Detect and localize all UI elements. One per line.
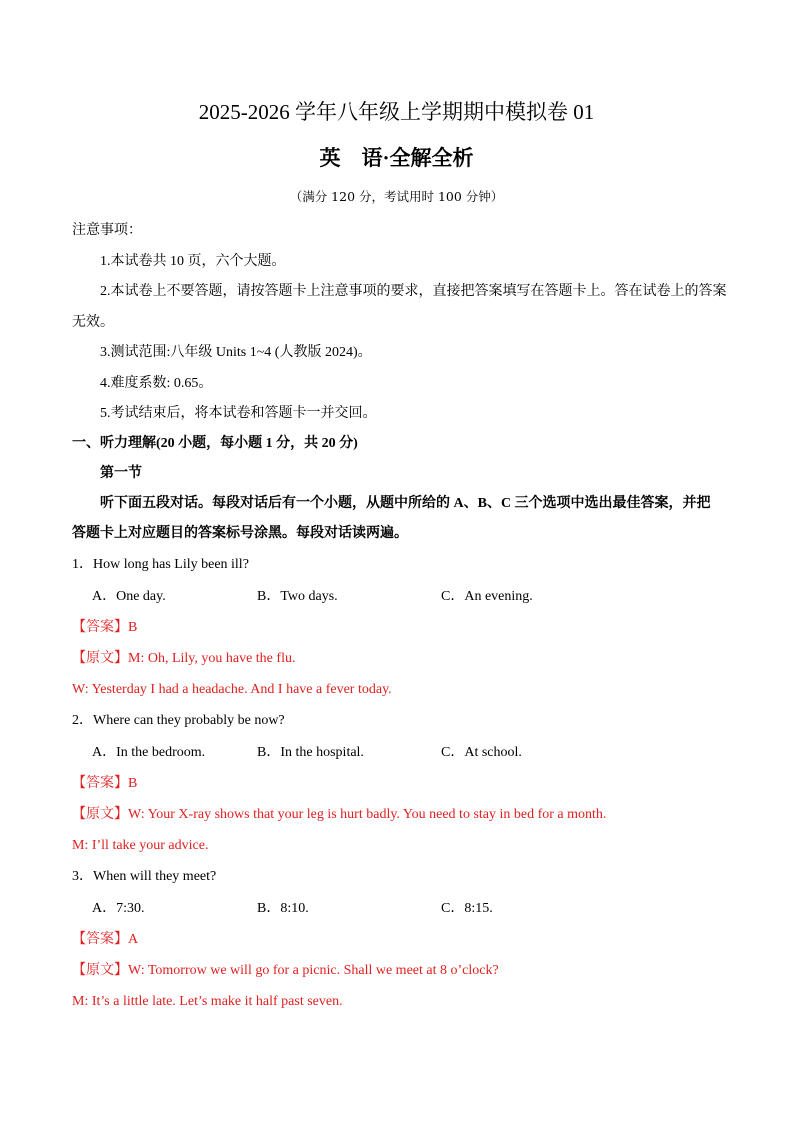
notice-heading: 注意事项： (72, 223, 142, 238)
transcript-line: 【原文】W: Your X-ray shows that your leg is hurt badly. You need to stay in bed for a month. (72, 807, 607, 822)
exam-info: （满分 120 分，考试用时 100 分钟） (289, 189, 504, 204)
option-c: C．An evening. (441, 589, 533, 604)
notice-item: 2.本试卷上不要答题，请按答题卡上注意事项的要求，直接把答案填写在答题卡上。答在试卷上的答案 (100, 284, 727, 299)
option-c: C．8:15. (441, 901, 493, 916)
section-heading: 一、听力理解(20 小题，每小题 1 分，共 20 分) (72, 436, 358, 451)
option-b: B．Two days. (257, 589, 338, 604)
option-c: C．At school. (441, 745, 522, 760)
notice-item: 5.考试结束后，将本试卷和答题卡一并交回。 (100, 406, 377, 421)
answer-label: 【答案】A (72, 932, 139, 947)
question-stem: 1．How long has Lily been ill? (72, 557, 249, 572)
option-a: A．One day. (92, 589, 166, 604)
answer-label: 【答案】B (72, 776, 138, 791)
document-title: 2025-2026 学年八年级上学期期中模拟卷 01 (198, 100, 595, 124)
section-instruction: 答题卡上对应题目的答案标号涂黑。每段对话读两遍。 (72, 526, 408, 541)
document-subtitle: 英 语·全解全析 (319, 146, 474, 170)
transcript-line: 【原文】W: Tomorrow we will go for a picnic. Shall we meet at 8 o’clock? (72, 963, 499, 978)
notice-item: 4.难度系数: 0.65。 (100, 376, 213, 391)
option-b: B．In the hospital. (257, 745, 364, 760)
part-heading: 第一节 (100, 466, 142, 481)
question-stem: 3．When will they meet? (72, 869, 217, 884)
transcript-line: W: Yesterday I had a headache. And I have a fever today. (72, 682, 392, 697)
answer-label: 【答案】B (72, 620, 138, 635)
notice-item: 无效。 (72, 315, 114, 330)
question-stem: 2．Where can they probably be now? (72, 713, 285, 728)
transcript-line: M: I’ll take your advice. (72, 838, 209, 853)
transcript-line: 【原文】M: Oh, Lily, you have the flu. (72, 651, 296, 666)
notice-item: 3.测试范围:八年级 Units 1~4 (人教版 2024)。 (100, 345, 372, 360)
section-instruction: 听下面五段对话。每段对话后有一个小题，从题中所给的 A、B、C 三个选项中选出最佳答案，并把 (100, 496, 711, 511)
notice-item: 1.本试卷共 10 页，六个大题。 (100, 254, 286, 269)
option-b: B．8:10. (257, 901, 309, 916)
transcript-line: M: It’s a little late. Let’s make it half past seven. (72, 994, 343, 1009)
option-a: A．7:30. (92, 901, 145, 916)
option-a: A．In the bedroom. (92, 745, 206, 760)
